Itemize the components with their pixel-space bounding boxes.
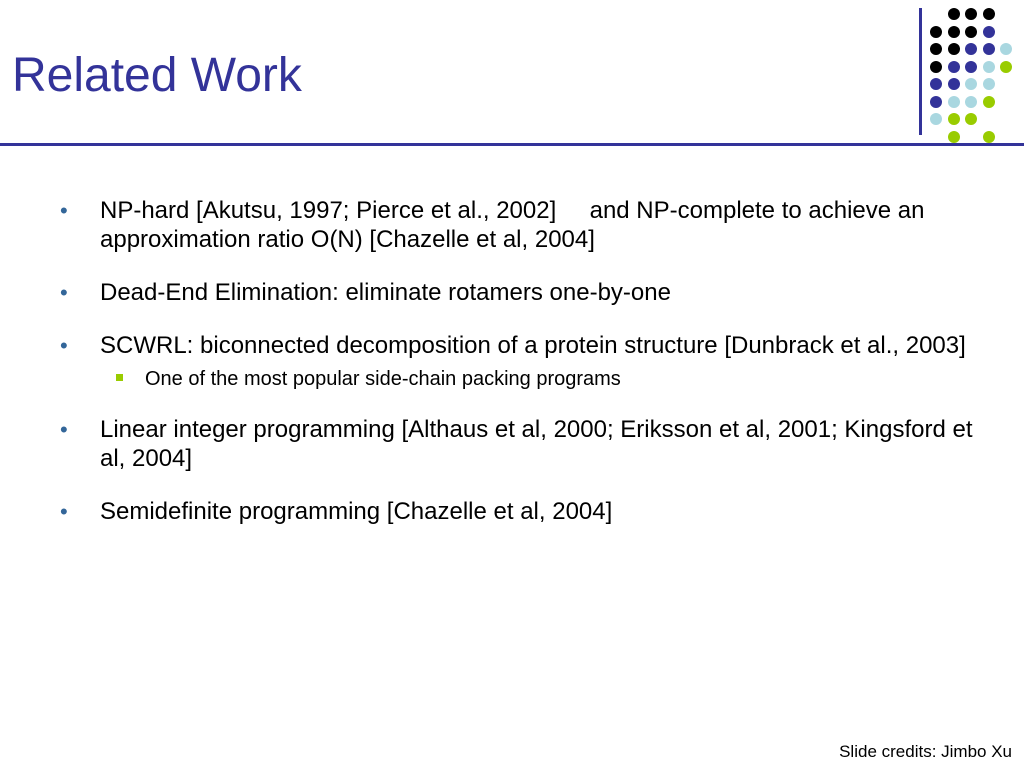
decorative-dot-icon	[965, 78, 977, 90]
decorative-dot-icon	[983, 96, 995, 108]
decorative-dot-icon	[930, 78, 942, 90]
bullet-text: Linear integer programming [Althaus et al, 2000; Eriksson et al, 2001; Kingsford et al, 2004]	[100, 416, 973, 472]
decorative-dot-icon	[983, 61, 995, 73]
slide-content	[60, 196, 990, 550]
decorative-dot-icon	[965, 26, 977, 38]
bullet-marker: •	[60, 280, 68, 305]
decorative-dot-icon	[965, 113, 977, 125]
decorative-dot-icon	[965, 61, 977, 73]
decorative-dot-icon	[983, 78, 995, 90]
decorative-dot-icon	[983, 131, 995, 143]
decorative-dot-icon	[948, 131, 960, 143]
decorative-dot-icon	[965, 96, 977, 108]
bullet-marker: •	[60, 198, 68, 223]
decorative-dot-icon	[965, 8, 977, 20]
bullet-item	[60, 196, 990, 254]
slide-credit: Slide credits: Jimbo Xu	[839, 742, 1012, 761]
slide-title: Related Work	[12, 49, 302, 102]
decorative-dot-icon	[948, 113, 960, 125]
sub-bullet-item	[100, 367, 990, 391]
sub-bullet-text: One of the most popular side-chain packing programs	[145, 368, 621, 390]
decorative-dot-icon	[948, 43, 960, 55]
decorative-dot-icon	[983, 43, 995, 55]
bullet-marker: •	[60, 417, 68, 442]
bullet-text: SCWRL: biconnected decomposition of a protein structure [Dunbrack et al., 2003]	[100, 332, 966, 359]
decorative-dot-icon	[948, 78, 960, 90]
decorative-dot-icon	[930, 61, 942, 73]
decorative-dot-icon	[983, 8, 995, 20]
sub-bullet-list	[100, 367, 990, 391]
decorative-dot-icon	[930, 43, 942, 55]
decorative-dot-icon	[930, 26, 942, 38]
decorative-dot-icon	[1000, 43, 1012, 55]
bullet-item	[60, 278, 990, 307]
decorative-dot-icon	[930, 96, 942, 108]
decorative-dot-icon	[948, 61, 960, 73]
decorative-dot-grid	[928, 6, 1024, 138]
bullet-marker: •	[60, 499, 68, 524]
bullet-text: NP-hard [Akutsu, 1997; Pierce et al., 2002] and NP-complete to achieve an approximation ratio O(N) [Chazelle et al, 2004]	[100, 197, 932, 253]
decorative-dot-icon	[965, 43, 977, 55]
decorative-vertical-divider	[919, 8, 922, 135]
bullet-item	[60, 331, 990, 391]
bullet-item	[60, 497, 990, 526]
decorative-dot-icon	[948, 26, 960, 38]
title-divider	[0, 143, 1024, 146]
square-bullet-icon	[116, 374, 123, 381]
decorative-dot-icon	[948, 96, 960, 108]
decorative-dot-icon	[930, 113, 942, 125]
decorative-dot-icon	[1000, 61, 1012, 73]
bullet-text: Dead-End Elimination: eliminate rotamers one-by-one	[100, 279, 671, 306]
decorative-dot-icon	[983, 26, 995, 38]
bullet-marker: •	[60, 333, 68, 358]
decorative-dot-icon	[948, 8, 960, 20]
bullet-text: Semidefinite programming [Chazelle et al, 2004]	[100, 498, 613, 525]
bullet-item	[60, 415, 990, 473]
